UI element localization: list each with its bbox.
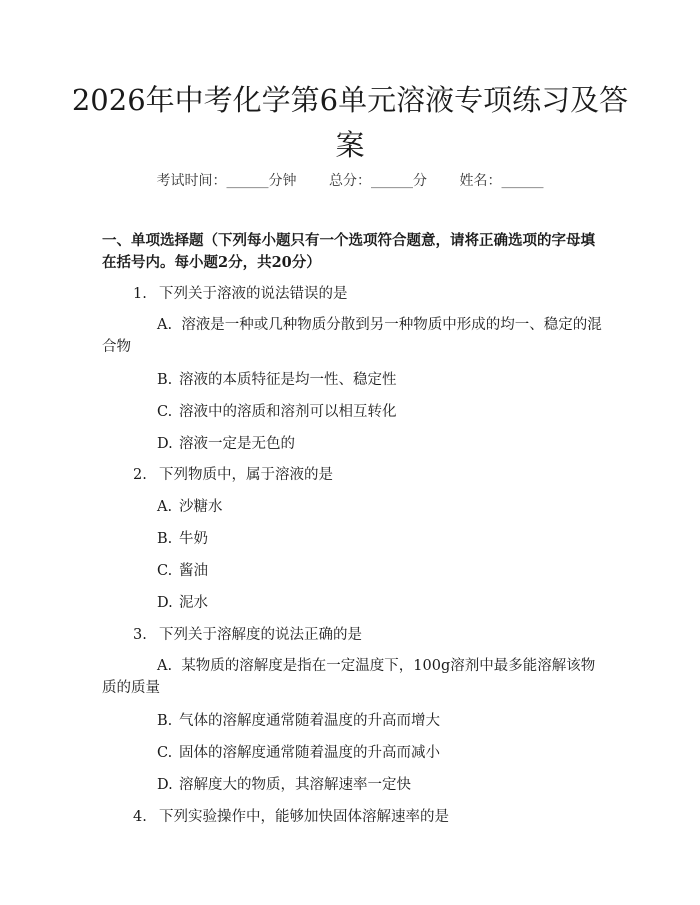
option-label: A. xyxy=(157,658,173,674)
option-text: 某物质的溶解度是指在一定温度下，100g溶剂中最多能溶解该物质的质量 xyxy=(102,658,596,696)
option-text: 溶解度大的物质，其溶解速率一定快 xyxy=(179,777,411,793)
option-label: B. xyxy=(157,531,173,547)
option-label: C. xyxy=(157,745,173,761)
option-text: 气体的溶解度通常随着温度的升高而增大 xyxy=(179,713,440,729)
option-text: 溶液的本质特征是均一性、稳定性 xyxy=(179,372,397,388)
option-3b xyxy=(157,709,440,730)
question-number: 4. xyxy=(133,809,147,825)
option-label: C. xyxy=(157,404,173,420)
option-text: 溶液一定是无色的 xyxy=(179,436,295,452)
question-number: 3. xyxy=(133,627,147,643)
option-text: 溶液是一种或几种物质分散到另一种物质中形成的均一、稳定的混合物 xyxy=(102,317,602,355)
section-heading: 一、单项选择题（下列每小题只有一个选项符合题意，请将正确选项的字母填在括号内。每小题2分，共20分） xyxy=(102,232,595,271)
question-3 xyxy=(133,623,362,644)
option-text: 固体的溶解度通常随着温度的升高而减小 xyxy=(179,745,440,761)
option-text: 牛奶 xyxy=(179,531,208,547)
option-3d xyxy=(157,773,411,794)
question-1 xyxy=(133,282,348,303)
option-1d xyxy=(157,432,295,453)
document-title: 2026年中考化学第6单元溶液专项练习及答案 xyxy=(71,83,629,162)
question-2 xyxy=(133,463,333,484)
question-stem: 下列实验操作中，能够加快固体溶解速率的是 xyxy=(159,809,449,825)
option-text: 溶液中的溶质和溶剂可以相互转化 xyxy=(179,404,397,420)
option-text: 沙糖水 xyxy=(179,499,223,515)
option-3a xyxy=(102,655,602,699)
option-2c xyxy=(157,559,208,580)
exam-time: 考试时间：______分钟 xyxy=(156,173,297,189)
option-label: B. xyxy=(157,372,173,388)
option-1b xyxy=(157,368,397,389)
question-4 xyxy=(133,805,449,826)
question-stem: 下列物质中，属于溶液的是 xyxy=(159,467,333,483)
option-3c xyxy=(157,741,440,762)
option-2a xyxy=(157,495,223,516)
question-number: 2. xyxy=(133,467,147,483)
exam-score: 总分：______分 xyxy=(329,173,427,189)
exam-meta xyxy=(0,170,700,190)
question-stem: 下列关于溶解度的说法正确的是 xyxy=(159,627,362,643)
exam-name: 姓名：______ xyxy=(459,173,544,189)
option-label: C. xyxy=(157,563,173,579)
option-label: B. xyxy=(157,713,173,729)
option-label: D. xyxy=(157,436,173,452)
question-number: 1. xyxy=(133,286,147,302)
option-text: 酱油 xyxy=(179,563,208,579)
option-1c xyxy=(157,400,397,421)
question-stem: 下列关于溶液的说法错误的是 xyxy=(159,286,348,302)
option-2d xyxy=(157,591,208,612)
option-label: A. xyxy=(157,317,173,333)
option-label: D. xyxy=(157,595,173,611)
option-label: D. xyxy=(157,777,173,793)
option-1a xyxy=(102,314,602,358)
option-label: A. xyxy=(157,499,173,515)
option-text: 泥水 xyxy=(179,595,208,611)
option-2b xyxy=(157,527,208,548)
